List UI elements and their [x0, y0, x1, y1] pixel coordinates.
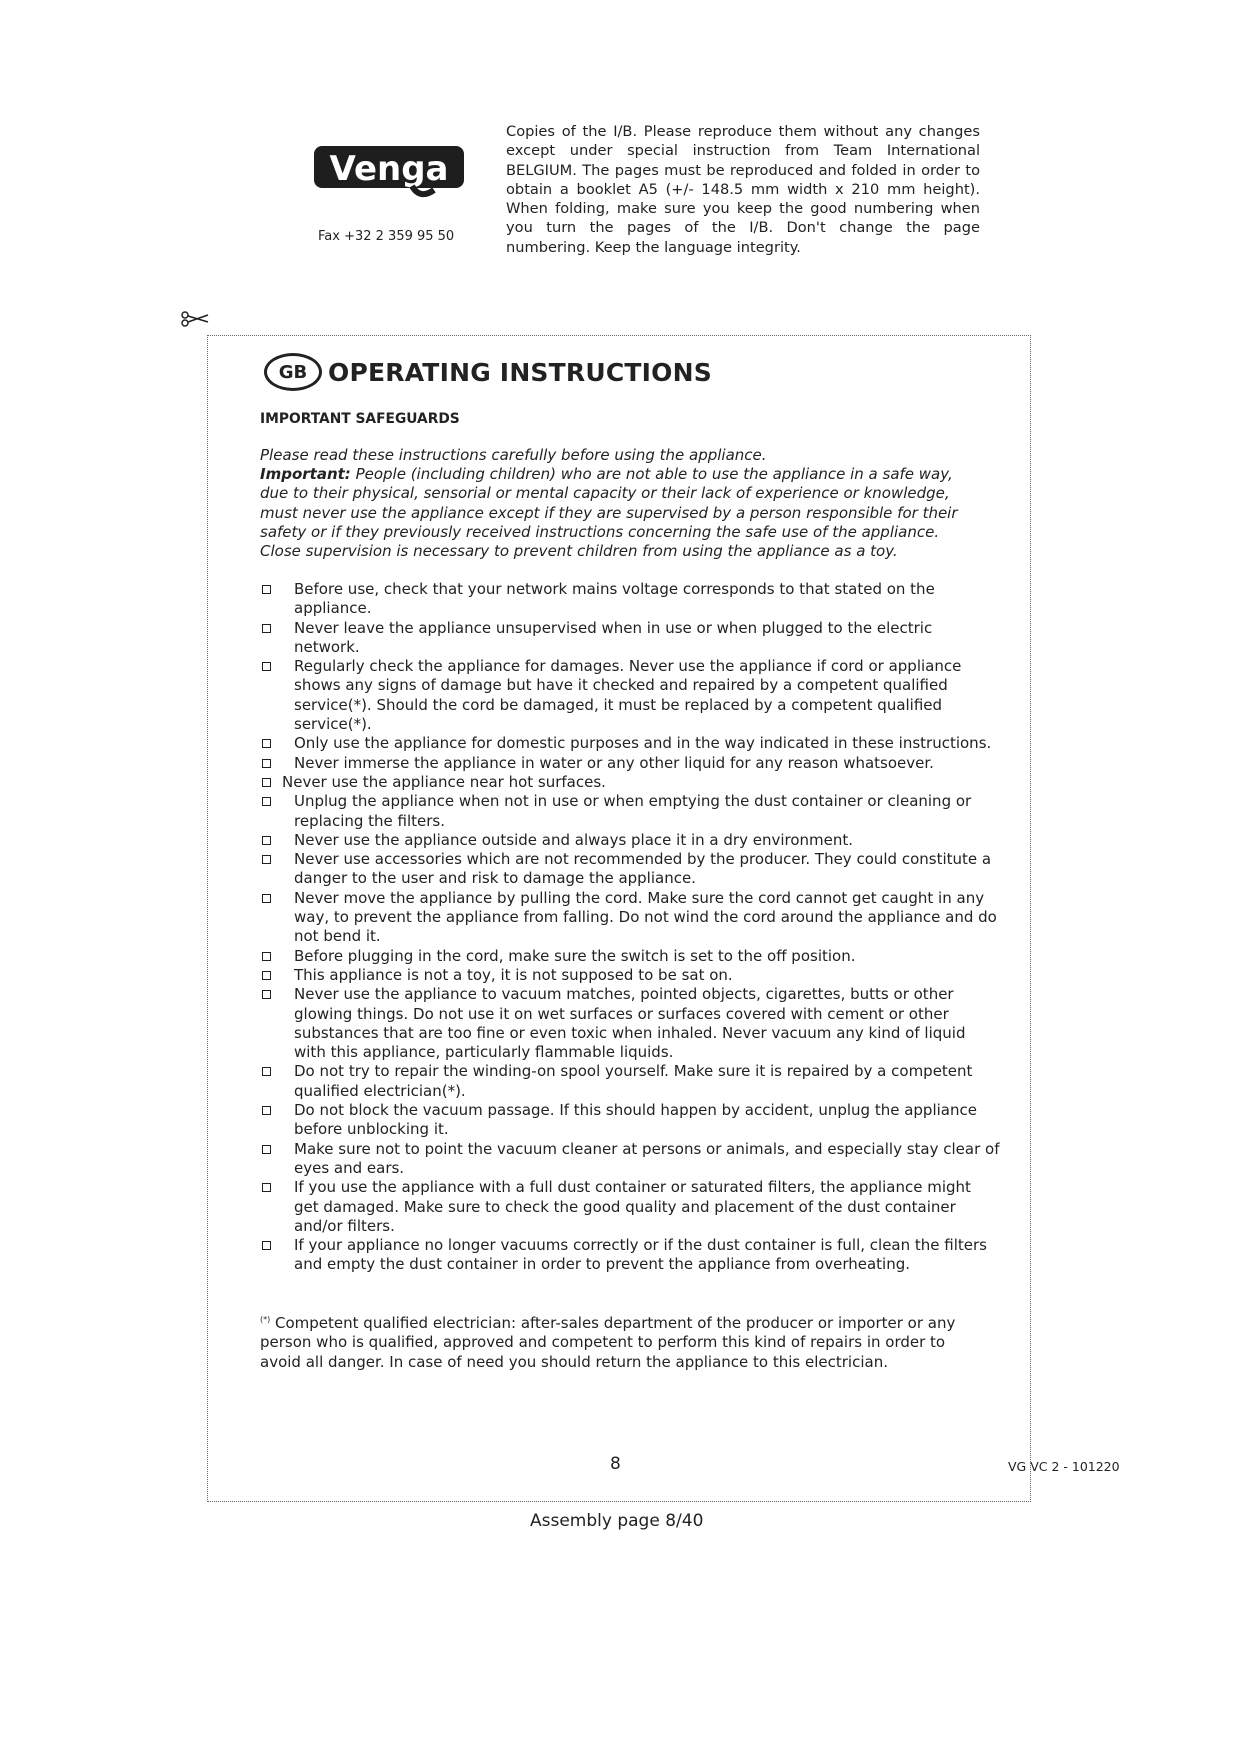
- gb-language-badge: GB: [264, 353, 322, 391]
- footnote-text: Competent qualified electrician: after-sales department of the producer or importer or any person who is qualified, approved and competent to perform this kind of repairs in order to avoid all danger. In case of need you should return the appliance to this electrician.: [260, 1314, 956, 1371]
- list-item: [260, 657, 1000, 734]
- checkbox-icon: [262, 855, 271, 864]
- model-code: VG VC 2 - 101220: [1008, 1459, 1120, 1474]
- section-title-row: [264, 352, 712, 392]
- checkbox-icon: [262, 797, 271, 806]
- list-item: [260, 754, 1000, 773]
- list-item-text: Never use the appliance to vacuum matches, pointed objects, cigarettes, butts or other glowing things. Do not use it on wet surfaces or surfaces covered with cement or other substances that are too fine or even toxic when inhaled. Never vacuum any kind of liquid with this appliance, particularly flammable liquids.: [294, 985, 966, 1062]
- checkbox-icon: [262, 624, 271, 633]
- checkbox-icon: [262, 739, 271, 748]
- list-item-text: Never use the appliance outside and always place it in a dry environment.: [294, 830, 854, 849]
- venga-logo: [312, 140, 468, 202]
- scissors-icon: [178, 306, 212, 330]
- list-item-text: Never use accessories which are not recommended by the producer. They could constitute a danger to the user and risk to damage the appliance.: [294, 850, 992, 888]
- fax-number: Fax +32 2 359 95 50: [318, 229, 455, 244]
- checkbox-icon: [262, 1145, 271, 1154]
- list-item: [260, 1140, 1000, 1179]
- checkbox-icon: [262, 662, 271, 671]
- intro-paragraph: [260, 446, 960, 561]
- list-item-text: Before use, check that your network mains voltage corresponds to that stated on the appliance.: [294, 580, 935, 618]
- list-item-text: Never use the appliance near hot surfaces.: [282, 772, 606, 791]
- list-item: [260, 1101, 1000, 1140]
- list-item: [260, 773, 1000, 792]
- list-item: [260, 966, 1000, 985]
- checkbox-icon: [262, 836, 271, 845]
- checkbox-icon: [262, 1241, 271, 1250]
- checkbox-icon: [262, 971, 271, 980]
- checkbox-icon: [262, 1183, 271, 1192]
- list-item: [260, 831, 1000, 850]
- list-item: [260, 850, 1000, 889]
- checkbox-icon: [262, 1067, 271, 1076]
- list-item-text: Before plugging in the cord, make sure the switch is set to the off position.: [294, 946, 856, 965]
- safeguards-list: [260, 580, 1000, 1275]
- list-item-text: If you use the appliance with a full dust container or saturated filters, the appliance might get damaged. Make sure to check the good quality and placement of the dust container and/or filters.: [294, 1178, 971, 1235]
- list-item-text: Do not try to repair the winding-on spool yourself. Make sure it is repaired by a competent qualified electrician(*).: [294, 1062, 973, 1100]
- list-item: [260, 1062, 1000, 1101]
- list-item: [260, 889, 1000, 947]
- list-item-text: This appliance is not a toy, it is not supposed to be sat on.: [294, 965, 733, 984]
- svg-text:Venga: Venga: [329, 149, 449, 189]
- list-item-text: Never immerse the appliance in water or any other liquid for any reason whatsoever.: [294, 753, 934, 772]
- checkbox-icon: [262, 990, 271, 999]
- list-item: [260, 1178, 1000, 1236]
- list-item-text: Only use the appliance for domestic purposes and in the way indicated in these instructions.: [294, 734, 992, 753]
- important-safeguards-heading: IMPORTANT SAFEGUARDS: [260, 411, 460, 427]
- list-item-text: Do not block the vacuum passage. If this should happen by accident, unplug the appliance before unblocking it.: [294, 1101, 977, 1139]
- intro-important: [260, 465, 960, 542]
- checkbox-icon: [262, 585, 271, 594]
- footnote: [260, 1310, 960, 1372]
- list-item-text: Unplug the appliance when not in use or when emptying the dust container or cleaning or replacing the filters.: [294, 792, 972, 830]
- intro-line-supervision: Close supervision is necessary to prevent children from using the appliance as a toy.: [260, 542, 898, 561]
- list-item-text: Make sure not to point the vacuum cleaner at persons or animals, and especially stay clear of eyes and ears.: [294, 1139, 1000, 1177]
- list-item-text: Regularly check the appliance for damages. Never use the appliance if cord or appliance shows any signs of damage but have it checked and repaired by a competent qualified service(*). Should the cord be damaged, it must be replaced by a competent qualified service(*).: [294, 657, 962, 734]
- venga-logo-graphic: [312, 140, 468, 202]
- assembly-page-label: Assembly page 8/40: [530, 1511, 704, 1531]
- list-item: [260, 619, 1000, 658]
- intro-line-read: Please read these instructions carefully before using the appliance.: [260, 446, 767, 464]
- list-item: [260, 792, 1000, 831]
- page-title: OPERATING INSTRUCTIONS: [328, 357, 712, 387]
- list-item-text: If your appliance no longer vacuums correctly or if the dust container is full, clean the filters and empty the dust container in order to prevent the appliance from overheating.: [294, 1236, 987, 1274]
- list-item: [260, 1236, 1000, 1275]
- list-item-text: Never leave the appliance unsupervised when in use or when plugged to the electric network.: [294, 618, 933, 656]
- important-text: People (including children) who are not able to use the appliance in a safe way, due to their physical, sensorial or mental capacity or their lack of experience or knowledge, must never use the appliance except if they are supervised by a person responsible for their safety or if they previously received instructions concerning the safe use of the appliance.: [260, 465, 958, 541]
- important-label: Important:: [260, 465, 351, 484]
- footnote-marker: (*): [260, 1315, 271, 1324]
- checkbox-icon: [262, 759, 271, 768]
- reproduction-note: Copies of the I/B. Please reproduce them without any changes except under special instruction from Team International BELGIUM. The pages must be reproduced and folded in order to obtain a booklet A5 (+/- 148.5 mm width x 210 mm height). When folding, make sure you keep the good numbering when you turn the pages of the I/B. Don't change the page numbering. Keep the language integrity.: [506, 123, 980, 256]
- checkbox-icon: [262, 778, 271, 787]
- list-item: [260, 947, 1000, 966]
- checkbox-icon: [262, 1106, 271, 1115]
- list-item: [260, 580, 1000, 619]
- page-number: 8: [610, 1454, 621, 1474]
- list-item: [260, 985, 1000, 1062]
- checkbox-icon: [262, 894, 271, 903]
- list-item-text: Never move the appliance by pulling the cord. Make sure the cord cannot get caught in any way, to prevent the appliance from falling. Do not wind the cord around the appliance and do not bend it.: [294, 888, 997, 946]
- checkbox-icon: [262, 952, 271, 961]
- list-item: [260, 734, 1000, 753]
